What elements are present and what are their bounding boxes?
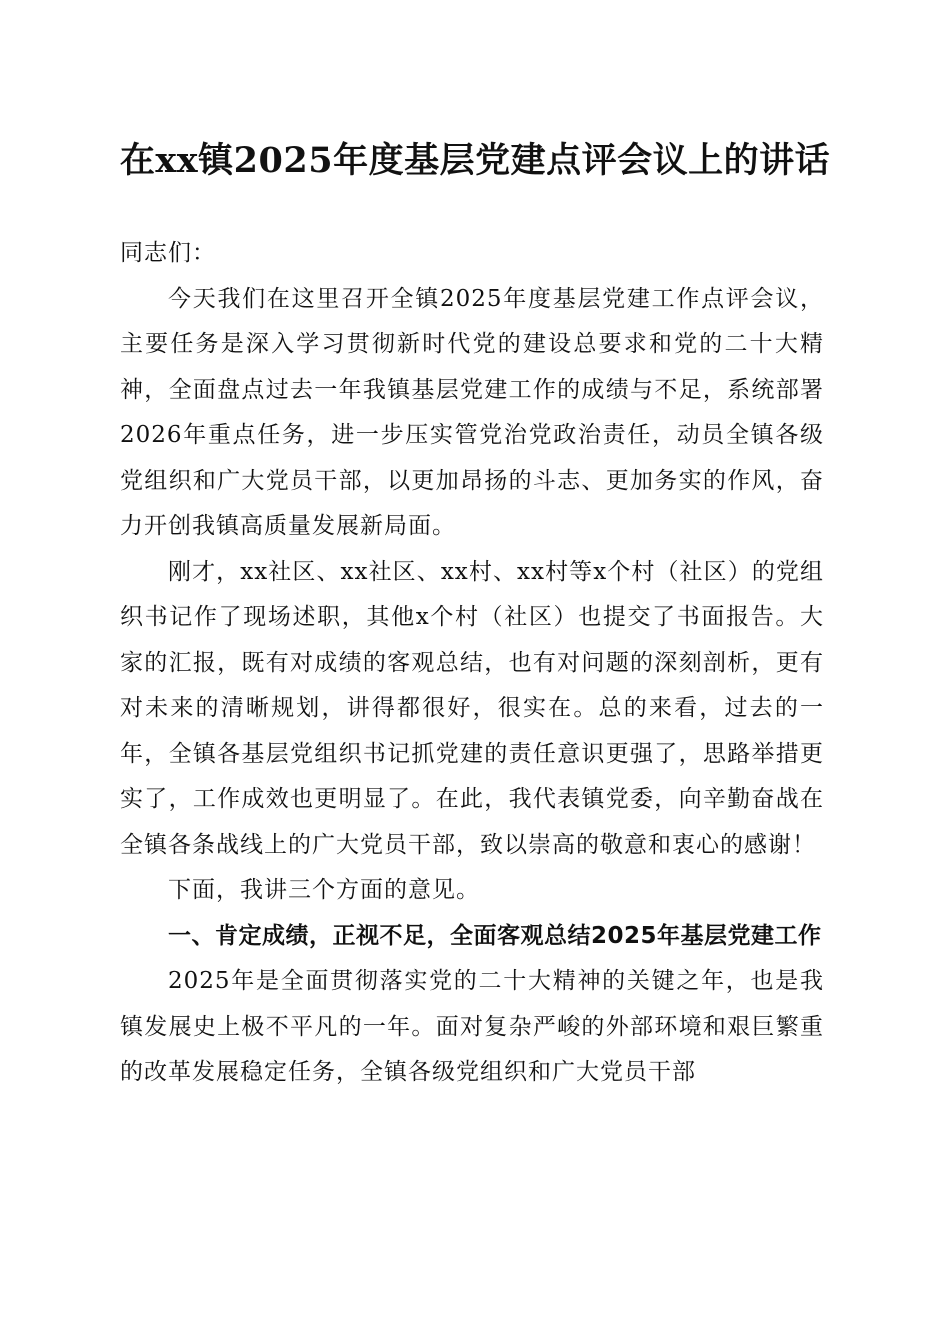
document-body: [120, 231, 824, 1096]
section-heading-1: 一、肯定成绩，正视不足，全面客观总结2025年基层党建工作: [168, 922, 822, 949]
paragraph-opening: 今天我们在这里召开全镇2025年度基层党建工作点评会议，主要任务是深入学习贯彻新时代党的建设总要求和党的二十大精神，全面盘点过去一年我镇基层党建工作的成绩与不足，系统部署2026年重点任务，进一步压实管党治党政治责任，动员全镇各级党组织和广大党员干部，以更加昂扬的斗志、更加务实的作风，奋力开创我镇高质量发展新局面。: [120, 285, 824, 539]
paragraph-outline: 下面，我讲三个方面的意见。: [168, 877, 480, 903]
document-title: 在xx镇2025年度基层党建点评会议上的讲话: [119, 140, 831, 181]
paragraph-section-1: 2025年是全面贯彻落实党的二十大精神的关键之年，也是我镇发展史上极不平凡的一年。面对复杂严峻的外部环境和艰巨繁重的改革发展稳定任务，全镇各级党组织和广大党员干部: [120, 968, 824, 1085]
paragraph-reports: 刚才，xx社区、xx社区、xx村、xx村等x个村（社区）的党组织书记作了现场述职，其他x个村（社区）也提交了书面报告。大家的汇报，既有对成绩的客观总结，也有对问题的深刻剖析，更有对未来的清晰规划，讲得都很好，很实在。总的来看，过去的一年，全镇各基层党组织书记抓党建的责任意识更强了，思路举措更实了，工作成效也更明显了。在此，我代表镇党委，向辛勤奋战在全镇各条战线上的广大党员干部，致以崇高的敬意和衷心的感谢！: [120, 558, 824, 858]
salutation: 同志们：: [120, 240, 216, 266]
